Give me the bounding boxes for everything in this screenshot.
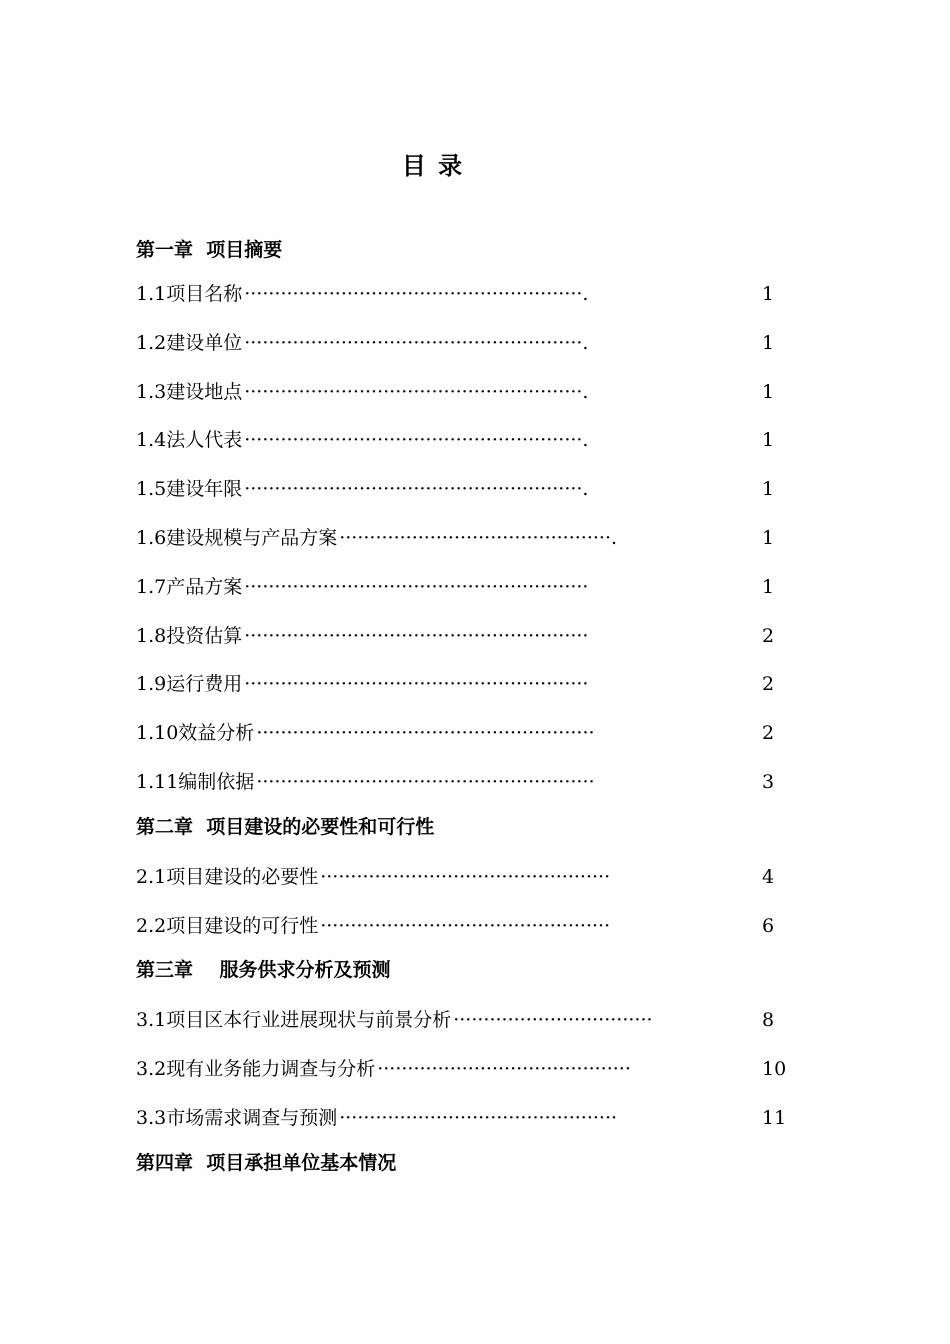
toc-entry-page-number: 1 [762,380,775,403]
toc-chapter-heading[interactable]: 第二章 项目建设的必要性和可行性 [136,815,435,838]
toc-entry-label: 1.9运行费用 [136,673,243,696]
toc-entry-page-number: 1 [762,331,775,354]
toc-entry-label: 1.10效益分析 [136,722,255,745]
toc-entry-page-number: 1 [762,429,775,452]
toc-entry[interactable] [136,514,796,563]
toc-entry-label: 2.1项目建设的必要性 [136,865,319,888]
dot-leader: ························································· [244,624,589,647]
toc-entry-page-number: 1 [762,478,775,501]
toc-entry[interactable] [136,902,796,951]
dot-leader: ·········································· [377,1058,631,1081]
toc-entry-page-number: 10 [762,1058,787,1081]
toc-entry-label: 1.2建设单位 [136,331,243,354]
dot-leader: ························································. [244,478,589,501]
dot-leader: ························································. [244,283,589,305]
toc-entry-label: 1.8投资估算 [136,624,243,647]
toc-entry-label: 1.7产品方案 [136,575,243,598]
toc-entry-page-number: 1 [762,526,775,549]
toc-list [136,230,796,1183]
toc-title: 目 录 [401,152,465,180]
toc-entry-label: 1.6建设规模与产品方案 [136,526,338,549]
toc-entry[interactable] [136,660,796,709]
toc-entry[interactable] [136,612,796,661]
toc-entry[interactable] [136,758,796,807]
toc-entry[interactable] [136,1045,796,1094]
toc-entry[interactable] [136,563,796,612]
toc-entry-page-number: 4 [762,865,775,888]
dot-leader: ················································ [320,865,611,888]
dot-leader: ·············································. [339,526,618,549]
dot-leader: ································· [453,1009,653,1032]
toc-entry-page-number: 3 [762,770,775,793]
toc-entry-page-number: 2 [762,673,775,696]
dot-leader: ························································. [244,331,589,354]
dot-leader: ························································· [244,673,589,696]
toc-chapter-heading[interactable]: 第一章 项目摘要 [136,239,283,261]
dot-leader: ························································ [256,770,595,793]
toc-entry-label: 3.3市场需求调查与预测 [136,1106,338,1129]
toc-entry-page-number: 2 [762,624,775,647]
toc-entry-label: 1.3建设地点 [136,380,243,403]
toc-entry[interactable] [136,319,796,368]
toc-entry-label: 1.1项目名称 [136,283,243,305]
dot-leader: ························································. [244,380,589,403]
toc-entry-page-number: 1 [762,575,775,598]
toc-entry-page-number: 2 [762,722,775,745]
toc-entry[interactable] [136,853,796,902]
dot-leader: ························································ [256,722,595,745]
toc-chapter-heading[interactable]: 第三章 服务供求分析及预测 [136,959,391,982]
toc-entry-page-number: 11 [762,1106,787,1129]
toc-entry-label: 1.11编制依据 [136,770,255,793]
dot-leader: ················································ [320,914,611,937]
toc-entry-page-number: 6 [762,914,775,937]
toc-chapter-heading[interactable]: 第四章 项目承担单位基本情况 [136,1151,397,1174]
toc-entry-label: 2.2项目建设的可行性 [136,914,319,937]
toc-entry[interactable] [136,709,796,758]
toc-entry-page-number: 8 [762,1009,775,1032]
toc-entry-label: 3.1项目区本行业进展现状与前景分析 [136,1009,452,1032]
dot-leader: ························································. [244,429,589,452]
dot-leader: ·············································· [339,1106,618,1129]
toc-entry[interactable] [136,1094,796,1143]
toc-entry[interactable] [136,996,796,1045]
toc-entry[interactable] [136,416,796,465]
toc-entry[interactable] [136,465,796,514]
toc-entry-page-number: 1 [762,283,775,305]
dot-leader: ························································· [244,575,589,598]
toc-entry-label: 1.5建设年限 [136,478,243,501]
toc-entry[interactable] [136,368,796,417]
toc-entry-label: 1.4法人代表 [136,429,243,452]
toc-entry-label: 3.2现有业务能力调查与分析 [136,1058,376,1081]
toc-entry[interactable] [136,270,796,319]
